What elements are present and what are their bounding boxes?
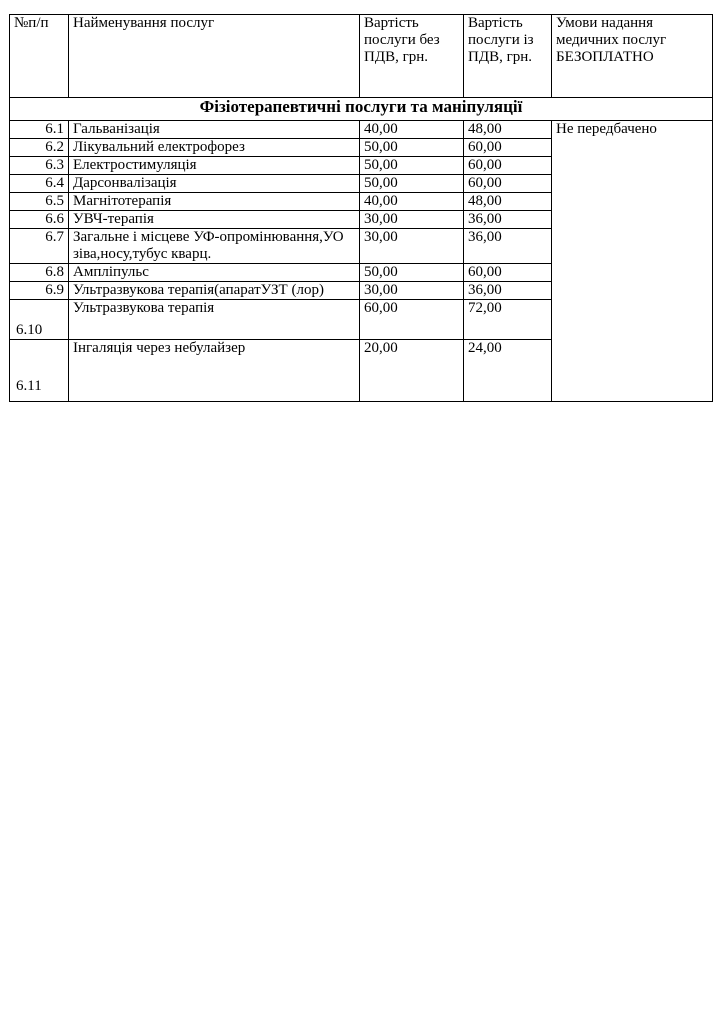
row-num: 6.8 <box>10 264 69 282</box>
row-price-no-vat: 40,00 <box>360 193 464 211</box>
header-num: №п/п <box>10 15 69 98</box>
row-price-no-vat: 50,00 <box>360 139 464 157</box>
row-name: Дарсонвалізація <box>69 175 360 193</box>
row-price-vat: 24,00 <box>464 340 552 402</box>
price-table <box>9 14 713 402</box>
row-price-vat: 36,00 <box>464 211 552 229</box>
row-price-no-vat: 50,00 <box>360 175 464 193</box>
row-num: 6.3 <box>10 157 69 175</box>
row-name: Ультразвукова терапія(апаратУЗТ (лор) <box>69 282 360 300</box>
row-num: 6.10 <box>10 300 69 340</box>
row-price-vat: 60,00 <box>464 157 552 175</box>
row-price-vat: 36,00 <box>464 282 552 300</box>
row-num: 6.7 <box>10 229 69 264</box>
section-row <box>10 98 713 121</box>
row-price-vat: 60,00 <box>464 175 552 193</box>
row-num: 6.2 <box>10 139 69 157</box>
row-price-no-vat: 50,00 <box>360 264 464 282</box>
header-conditions: Умови надання медичних послуг БЕЗОПЛАТНО <box>552 15 713 98</box>
row-price-vat: 60,00 <box>464 139 552 157</box>
row-price-no-vat: 60,00 <box>360 300 464 340</box>
row-num: 6.1 <box>10 121 69 139</box>
row-price-no-vat: 20,00 <box>360 340 464 402</box>
row-name: Ультразвукова терапія <box>69 300 360 340</box>
row-name: Лікувальний електрофорез <box>69 139 360 157</box>
header-row <box>10 15 713 98</box>
row-name: Ампліпульс <box>69 264 360 282</box>
row-name: Інгаляція через небулайзер <box>69 340 360 402</box>
section-title: Фізіотерапевтичні послуги та маніпуляції <box>10 98 713 121</box>
row-price-vat: 72,00 <box>464 300 552 340</box>
row-price-vat: 36,00 <box>464 229 552 264</box>
header-price-vat: Вартість послуги із ПДВ, грн. <box>464 15 552 98</box>
header-price-no-vat: Вартість послуги без ПДВ, грн. <box>360 15 464 98</box>
row-name: Загальне і місцеве УФ-опромінювання,УО зіва,носу,тубус кварц. <box>69 229 360 264</box>
row-name: Гальванізація <box>69 121 360 139</box>
row-price-vat: 48,00 <box>464 121 552 139</box>
row-name: УВЧ-терапія <box>69 211 360 229</box>
row-num: 6.6 <box>10 211 69 229</box>
row-name: Електростимуляція <box>69 157 360 175</box>
row-price-no-vat: 30,00 <box>360 282 464 300</box>
row-price-no-vat: 50,00 <box>360 157 464 175</box>
row-price-no-vat: 40,00 <box>360 121 464 139</box>
conditions-value: Не передбачено <box>552 121 713 402</box>
row-price-no-vat: 30,00 <box>360 211 464 229</box>
row-num: 6.9 <box>10 282 69 300</box>
row-price-vat: 60,00 <box>464 264 552 282</box>
row-price-vat: 48,00 <box>464 193 552 211</box>
row-price-no-vat: 30,00 <box>360 229 464 264</box>
header-name: Найменування послуг <box>69 15 360 98</box>
row-num: 6.11 <box>10 340 69 402</box>
row-num: 6.4 <box>10 175 69 193</box>
table-row <box>10 121 713 139</box>
row-num: 6.5 <box>10 193 69 211</box>
row-name: Магнітотерапія <box>69 193 360 211</box>
